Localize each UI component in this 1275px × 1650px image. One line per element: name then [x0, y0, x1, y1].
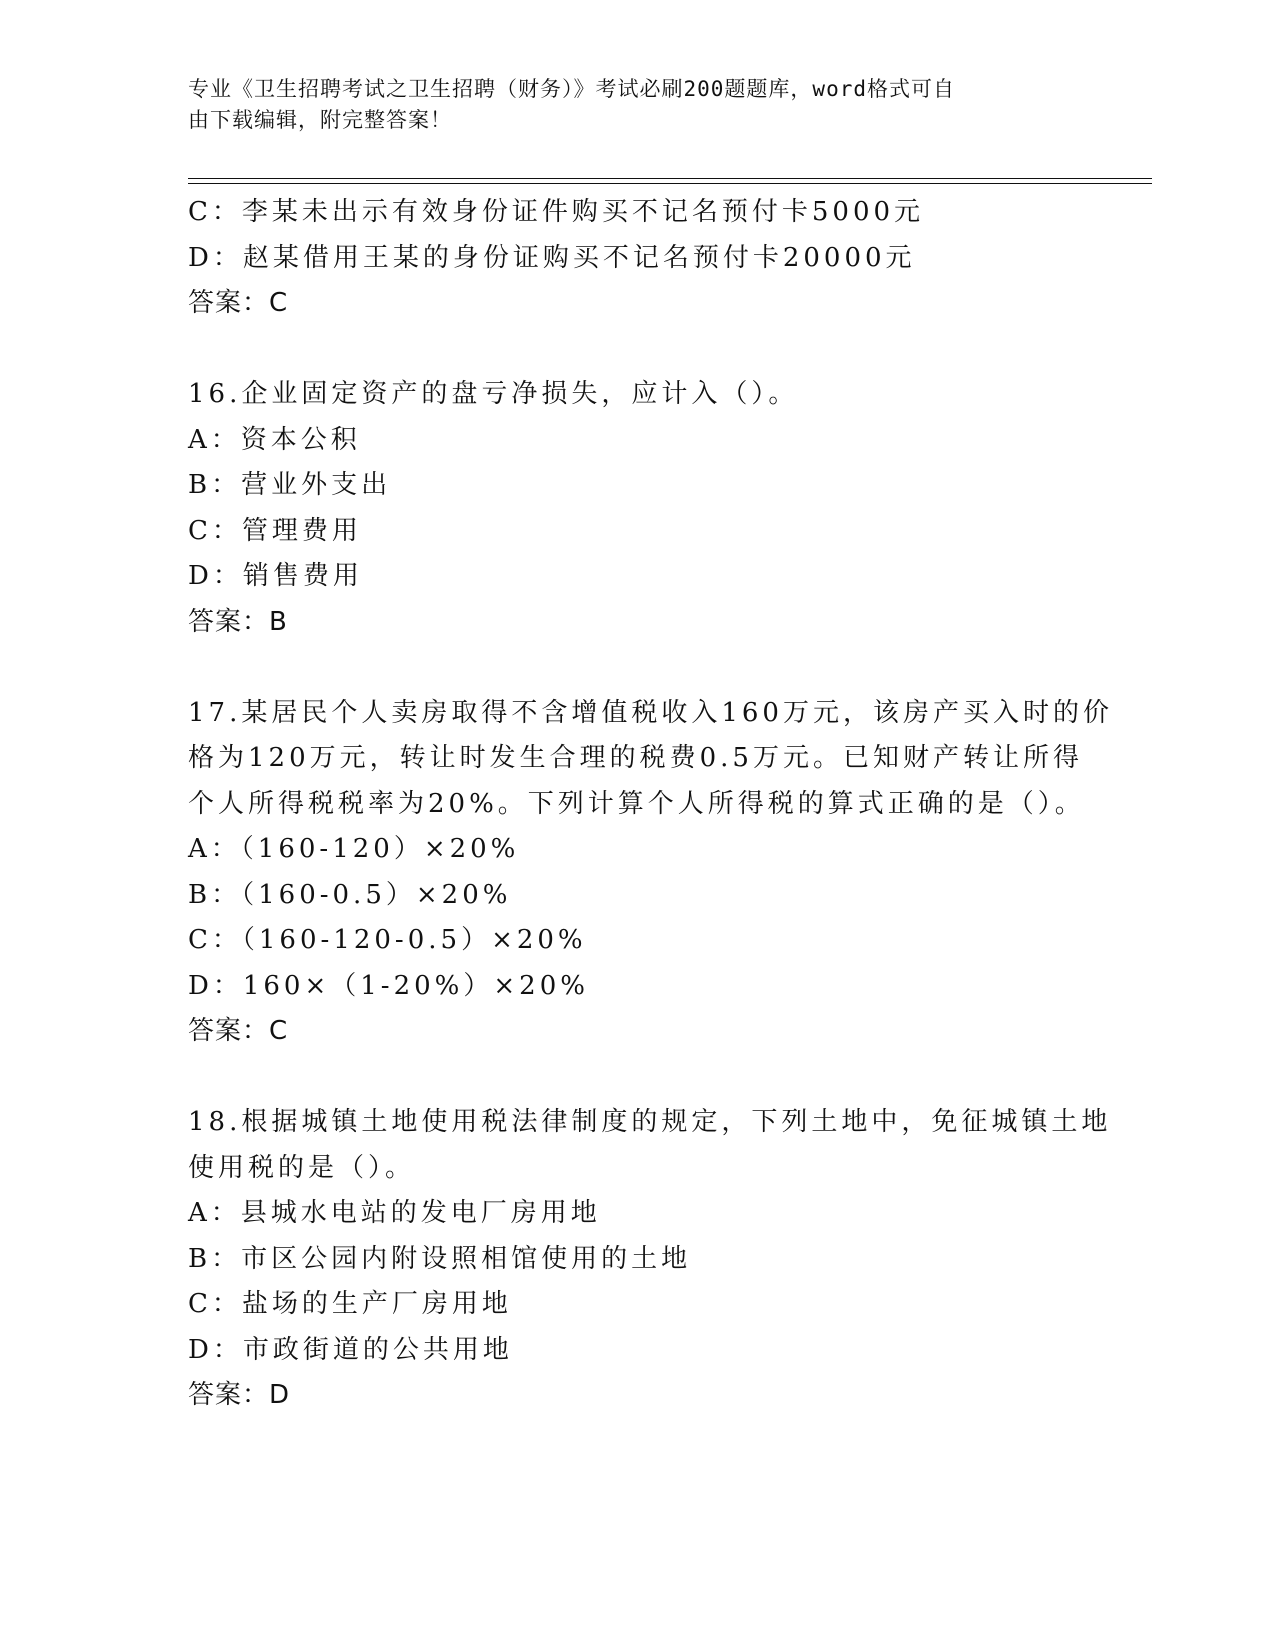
- question-16: [188, 372, 1088, 645]
- question-list: [188, 190, 1113, 1419]
- option-c: C：盐场的生产厂房用地: [188, 1289, 512, 1319]
- option-a: A：县城水电站的发电厂房用地: [188, 1198, 601, 1228]
- option-b: B：营业外支出: [188, 470, 392, 500]
- option-b: B：（160-0.5）×20%: [188, 879, 512, 910]
- question-18: [188, 1100, 1112, 1419]
- option-d: D：160×（1-20%）×20%: [188, 970, 589, 1001]
- option-b: B：市区公园内附设照相馆使用的土地: [188, 1243, 692, 1274]
- option-d: D：销售费用: [188, 561, 363, 591]
- option-c: C：李某未出示有效身份证件购买不记名预付卡5000元: [188, 197, 925, 227]
- spacer: [188, 327, 1088, 373]
- option-d: D：赵某借用王某的身份证购买不记名预付卡20000元: [188, 242, 916, 273]
- option-a: A：（160-120）×20%: [188, 834, 520, 864]
- header-line-2: 由下载编辑，附完整答案！: [188, 108, 452, 132]
- question-stem: 18.根据城镇土地使用税法律制度的规定，下列土地中，免征城镇土地: [188, 1107, 1112, 1137]
- header-divider-top: [188, 178, 1152, 179]
- option-c: C：（160-120-0.5）×20%: [188, 925, 587, 955]
- option-d: D：市政街道的公共用地: [188, 1334, 513, 1365]
- answer: 答案：B: [188, 606, 288, 637]
- question-stem: 16.企业固定资产的盘亏净损失，应计入（）。: [188, 379, 799, 409]
- header-divider-bottom: [188, 183, 1152, 184]
- spacer: [188, 645, 1088, 691]
- answer: 答案：C: [188, 288, 289, 318]
- answer: 答案：D: [188, 1380, 291, 1410]
- question-stem: 使用税的是（）。: [188, 1152, 416, 1183]
- document-header: [188, 74, 1068, 136]
- question-stem: 格为120万元，转让时发生合理的税费0.5万元。已知财产转让所得: [188, 743, 1083, 773]
- question-stem: 17.某居民个人卖房取得不含增值税收入160万元，该房产买入时的价: [188, 697, 1113, 728]
- spacer: [188, 1055, 1088, 1101]
- option-c: C：管理费用: [188, 515, 362, 546]
- question-15-continued: [188, 190, 1088, 327]
- option-a: A：资本公积: [188, 424, 361, 455]
- question-stem: 个人所得税税率为20%。下列计算个人所得税的算式正确的是（）。: [188, 788, 1085, 819]
- question-17: [188, 691, 1113, 1055]
- answer: 答案：C: [188, 1016, 289, 1046]
- header-line-1: 专业《卫生招聘考试之卫生招聘（财务）》考试必刷200题题库，word格式可自: [188, 77, 955, 101]
